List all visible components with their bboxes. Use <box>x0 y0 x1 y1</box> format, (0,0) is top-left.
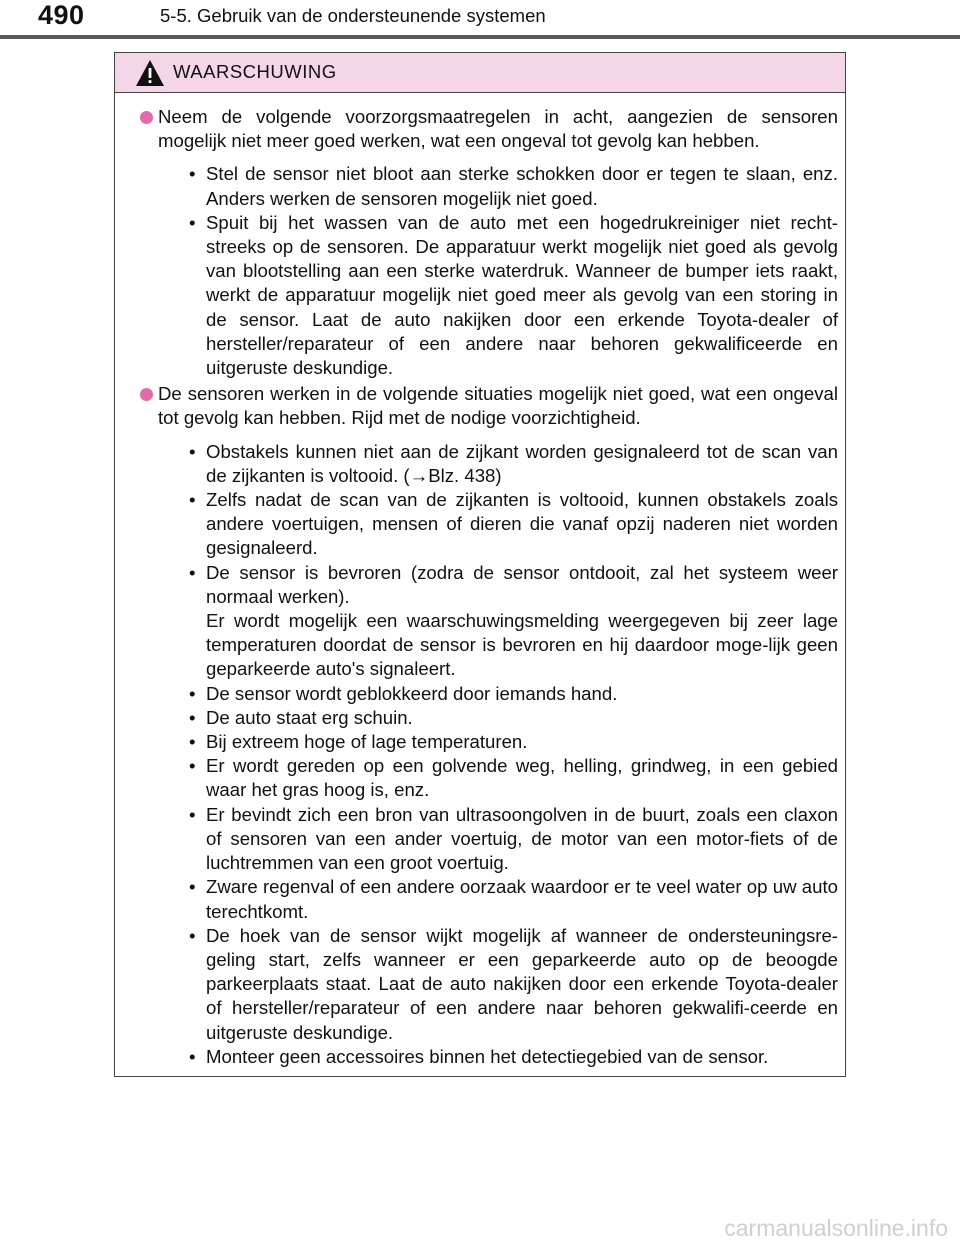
warning-item <box>129 382 838 1069</box>
bullet-dot-icon <box>140 388 153 401</box>
list-item: • Obstakels kunnen niet aan de zijkant worden gesignaleerd tot de scan van de zijkanten is voltooid. (→Blz. 438) <box>187 440 838 488</box>
warning-sublist <box>158 440 838 1069</box>
list-item: • De sensor wordt geblokkeerd door iemands hand. <box>187 682 838 706</box>
list-item: • Zware regenval of een andere oorzaak waardoor er te veel water op uw auto terechtkomt. <box>187 875 838 923</box>
page-header <box>0 0 960 40</box>
warning-item-text: De sensoren werken in de volgende situaties mogelijk niet goed, wat een ongeval tot gevolg kan hebben. Rijd met de nodige voorzichtigheid. <box>158 383 838 429</box>
warning-body <box>115 93 845 1069</box>
warning-triangle-icon <box>135 59 165 87</box>
list-item-note: Er wordt mogelijk een waarschuwingsmelding weergegeven bij zeer lage temperaturen doordat de sensor is bevroren en hij daardoor moge-lijk geen geparkeerde auto's signaleert. <box>206 610 838 680</box>
list-item: • Zelfs nadat de scan van de zijkanten is voltooid, kunnen obstakels zoals andere voertuigen, mensen of dieren die vanaf opzij naderen niet worden gesignaleerd. <box>187 488 838 561</box>
warning-item-text: Neem de volgende voorzorgsmaatregelen in acht, aangezien de sensoren mogelijk niet meer goed werken, wat een ongeval tot gevolg kan hebben. <box>158 106 838 152</box>
list-item: • De hoek van de sensor wijkt mogelijk af wanneer de ondersteuningsre-geling start, zelfs wanneer er een geparkeerde auto op de beoogde parkeerplaats staat. Laat de auto nakijken door een erkende Toyota-dealer of hersteller/reparateur of een andere naar behoren gekwalifi-ceerde en uitgeruste deskundige. <box>187 924 838 1045</box>
bullet-dot-icon <box>140 111 153 124</box>
list-item: • Bij extreem hoge of lage temperaturen. <box>187 730 838 754</box>
list-item-text: De sensor is bevroren (zodra de sensor ontdooit, zal het systeem weer normaal werken). <box>206 561 838 607</box>
watermark: carmanualsonline.info <box>724 1215 948 1241</box>
list-item: • Monteer geen accessoires binnen het detectiegebied van de sensor. <box>187 1045 838 1069</box>
header-divider <box>0 35 960 39</box>
warning-title: WAARSCHUWING <box>173 61 337 82</box>
warning-item <box>129 105 838 380</box>
page-number: 490 <box>38 0 85 30</box>
warning-sublist <box>158 162 838 380</box>
list-item: • De auto staat erg schuin. <box>187 706 838 730</box>
list-item: • Er wordt gereden op een golvende weg, helling, grindweg, in een gebied waar het gras hoog is, enz. <box>187 754 838 802</box>
list-item <box>187 561 838 682</box>
warning-box <box>114 52 846 1077</box>
warning-header <box>115 53 845 93</box>
list-item: • Er bevindt zich een bron van ultrasoongolven in de buurt, zoals een claxon of sensoren van een ander voertuig, de motor van een motor-fiets of de luchtremmen van een groot voertuig. <box>187 803 838 876</box>
list-item: • Spuit bij het wassen van de auto met een hogedrukreiniger niet recht-streeks op de sensoren. De apparatuur werkt mogelijk niet goed als gevolg van blootstelling aan een sterke waterdruk. Wanneer de bumper iets raakt, werkt de apparatuur mogelijk niet goed meer als gevolg van een storing in de sensor. Laat de auto nakijken door een erkende Toyota-dealer of hersteller/reparateur of een andere naar behoren gekwalificeerde en uitgeruste deskundige. <box>187 211 838 380</box>
list-item: • Stel de sensor niet bloot aan sterke schokken door er tegen te slaan, enz. Anders werken de sensoren mogelijk niet goed. <box>187 162 838 210</box>
section-title: 5-5. Gebruik van de ondersteunende systemen <box>160 5 546 26</box>
